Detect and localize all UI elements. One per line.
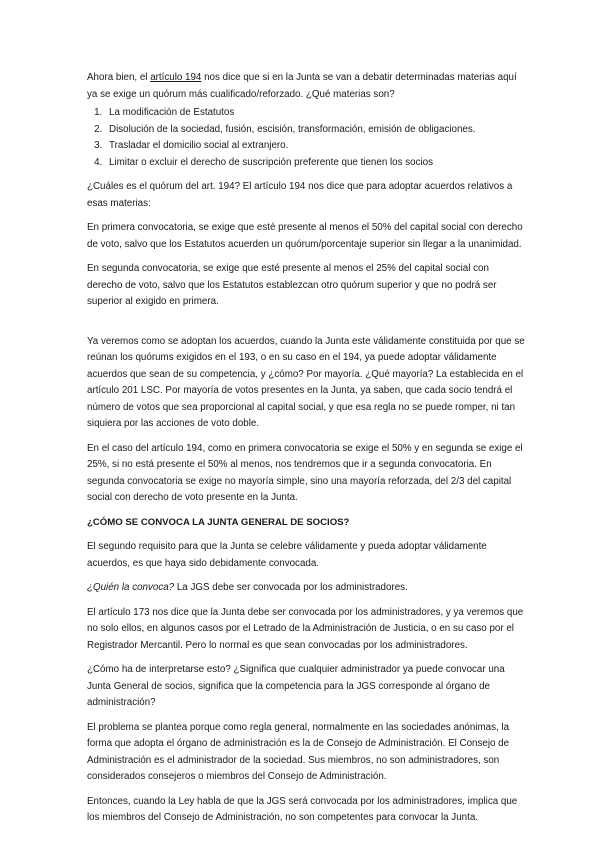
who-convokes-answer: La JGS debe ser convocada por los administradores. bbox=[174, 582, 408, 593]
paragraph-interpretation: ¿Cómo ha de interpretarse esto? ¿Significa que cualquier administrador ya puede convocar una Junta General de socios, significa que la competencia para la JGS corresponde al órgano de administración? bbox=[87, 664, 505, 708]
list-item: 1. La modificación de Estatutos bbox=[105, 105, 527, 122]
who-convokes-question: ¿Quién la convoca? bbox=[87, 582, 175, 593]
paragraph-who-convokes bbox=[87, 580, 527, 597]
paragraph-first-call: En primera convocatoria, se exige que esté presente al menos el 50% del capital social con derecho de voto, salvo que los Estatutos acuerden un quórum/porcentaje superior sin llegar a la unanimidad. bbox=[87, 222, 523, 250]
paragraph-quorum-question: ¿Cuáles es el quórum del art. 194? El artículo 194 nos dice que para adoptar acuerdos relativos a esas materias: bbox=[87, 181, 513, 209]
paragraph-second-call: En segunda convocatoria, se exige que esté presente al menos el 25% del capital social con derecho de voto, salvo que los Estatutos establezcan otro quórum superior y que no podrá ser superior al exigido en primera. bbox=[87, 263, 497, 307]
paragraph-article-194-case: En el caso del artículo 194, como en primera convocatoria se exige el 50% y en segunda se exige el 25%, si no está presente el 50% al menos, nos tendremos que ir a segunda convocatoria. En segunda convocatoria se exige no mayoría simple, sino una mayoría reforzada, del 2/3 del capital social con derecho de voto presente en la Junta. bbox=[87, 442, 523, 503]
paragraph-second-requisite: El segundo requisito para que la Junta se celebre válidamente y pueda adoptar válidamente acuerdos, es que haya sido debidamente convocada. bbox=[87, 541, 487, 569]
article-194-link[interactable]: artículo 194 bbox=[150, 72, 202, 83]
paragraph-article-173: El artículo 173 nos dice que la Junta debe ser convocada por los administradores, y ya veremos que no solo ellos, en algunos casos por el Letrado de la Administración de Justicia, o en su caso por el Registrador Mercantil. Pero lo normal es que sean convocadas por los administradores. bbox=[87, 606, 524, 651]
paragraph-adopting-agreements: Ya veremos como se adoptan los acuerdos, cuando la Junta este válidamente constituida por que se reúnan los quórums exigidos en el 193, o en su caso en el 194, ya puede adoptar válidamente acuerdos que sean de su competencia, y ¿cómo? Por mayoría. ¿Qué mayoría? La establecida en el artículo 201 LSC. Por mayoría de votos presentes en la Junta, ya saben, que cada socio tendrá el número de votos que sea proporcional al capital social, y que esa regla no se puede romper, ni tan siquiera por las acciones de voto doble. bbox=[87, 335, 525, 429]
section-heading: ¿CÓMO SE CONVOCA LA JUNTA GENERAL DE SOCIOS? bbox=[87, 516, 350, 528]
intro-paragraph bbox=[87, 70, 527, 103]
intro-text-after: nos dice que si en la Junta se van a debatir determinadas materias aquí ya se exige un quórum más cualificado/reforzado. ¿Qué materias son? bbox=[87, 72, 517, 100]
list-item: 2. Disolución de la sociedad, fusión, escisión, transformación, emisión de obligaciones. bbox=[105, 122, 527, 139]
list-item: 3. Trasladar el domicilio social al extranjero. bbox=[105, 138, 527, 155]
list-item: 4. Limitar o excluir el derecho de suscripción preferente que tienen los socios bbox=[105, 155, 527, 172]
paragraph-conclusion: Entonces, cuando la Ley habla de que la JGS será convocada por los administradores, implica que los miembros del Consejo de Administración, no son competentes para convocar la Junta. bbox=[87, 795, 518, 823]
intro-text-before: Ahora bien, el bbox=[87, 72, 151, 83]
paragraph-problem: El problema se plantea porque como regla general, normalmente en las sociedades anónimas, la forma que adopta el órgano de administración es la de Consejo de Administración. El Consejo de Administración es el administrador de la sociedad. Sus miembros, no son administradores, son considerados consejeros o miembros del Consejo de Administración. bbox=[87, 721, 510, 782]
matters-list bbox=[87, 105, 527, 171]
